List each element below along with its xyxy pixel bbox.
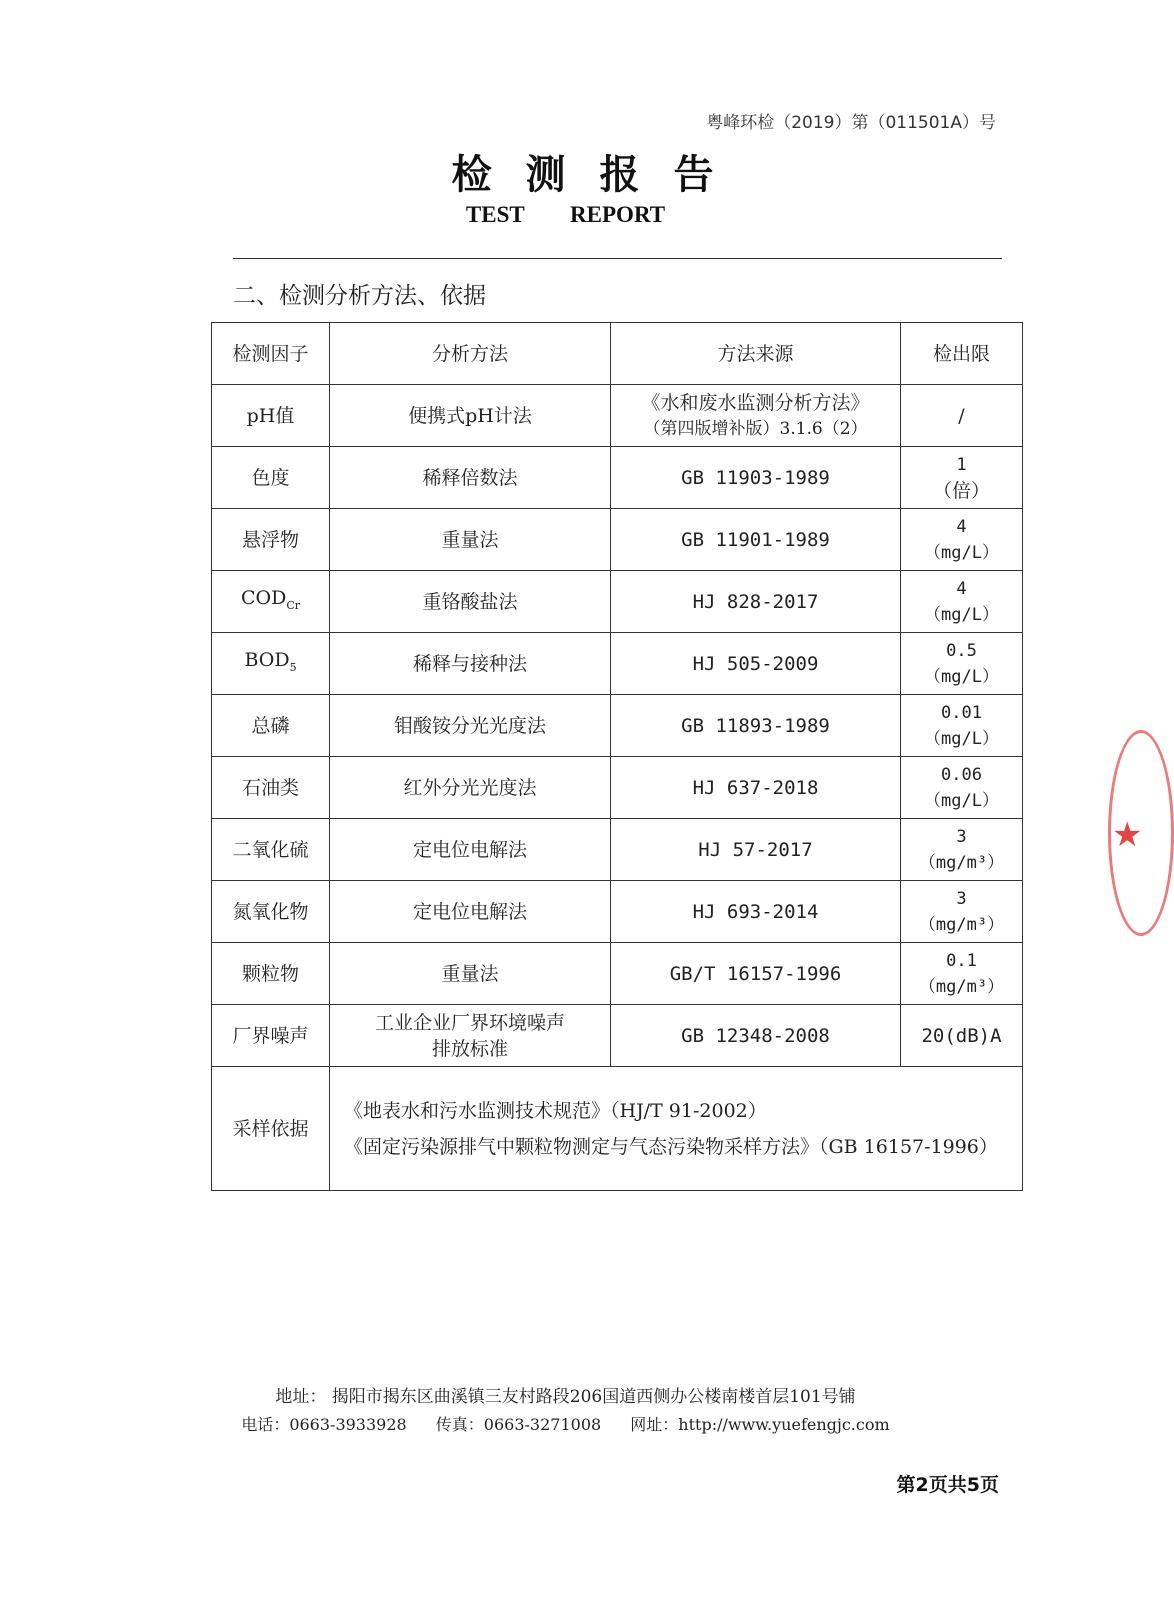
factor-cell: 石油类 (212, 757, 330, 819)
report-number: 粤峰环检（2019）第（011501A）号 (706, 113, 996, 133)
limit-value: 0.5 (946, 640, 977, 661)
limit-value: 1 (956, 454, 967, 475)
limit-unit: （mg/L） (924, 542, 999, 563)
column-header: 检测因子 (212, 323, 330, 385)
limit-value: 3 (956, 888, 967, 909)
source-cell: HJ 828-2017 (611, 571, 901, 633)
source-cell: GB 11901-1989 (611, 509, 901, 571)
method-line: 排放标准 (431, 1037, 508, 1060)
table-row (212, 695, 1023, 757)
limit-unit: （mg/L） (924, 728, 999, 749)
report-title-en: TEST REPORT (465, 202, 666, 227)
table-row (212, 447, 1023, 509)
source-cell: GB/T 16157-1996 (611, 943, 901, 1005)
column-header: 方法来源 (611, 323, 901, 385)
table-row (212, 509, 1023, 571)
sampling-basis-content (330, 1067, 1023, 1191)
source-cell: HJ 637-2018 (611, 757, 901, 819)
table-header-row (212, 323, 1023, 385)
source-line: 《水和废水监测分析方法》 (641, 391, 870, 414)
factor-cell: pH值 (212, 385, 330, 447)
limit-value: 0.06 (941, 764, 982, 785)
limit-unit: （mg/m³） (918, 852, 1005, 873)
limit-value: 4 (956, 578, 967, 599)
method-cell: 定电位电解法 (330, 819, 611, 881)
limit-unit: （mg/m³） (918, 914, 1005, 935)
factor-cell: 悬浮物 (212, 509, 330, 571)
methods-table (211, 322, 1023, 1191)
limit-cell (901, 447, 1023, 509)
method-cell: 重量法 (330, 943, 611, 1005)
sampling-basis-row (212, 1067, 1023, 1191)
factor-cell: 厂界噪声 (212, 1005, 330, 1067)
seal-star-icon: ★ (1112, 815, 1143, 855)
table-row (212, 385, 1023, 447)
factor-cell: 颗粒物 (212, 943, 330, 1005)
header-divider (233, 258, 1002, 259)
limit-unit: （mg/L） (924, 790, 999, 811)
sampling-basis-line: 《地表水和污水监测技术规范》（HJ/T 91-2002） (344, 1099, 767, 1122)
limit-cell (901, 633, 1023, 695)
method-cell (330, 1005, 611, 1067)
limit-cell (901, 881, 1023, 943)
table-row (212, 633, 1023, 695)
factor-cell (212, 571, 330, 633)
factor-cell (212, 633, 330, 695)
method-cell: 红外分光光度法 (330, 757, 611, 819)
method-cell: 重铬酸盐法 (330, 571, 611, 633)
limit-cell (901, 695, 1023, 757)
sampling-basis-label: 采样依据 (212, 1067, 330, 1191)
source-cell: HJ 693-2014 (611, 881, 901, 943)
table-row (212, 943, 1023, 1005)
limit-value: 0.1 (946, 950, 977, 971)
method-cell: 稀释与接种法 (330, 633, 611, 695)
table-row (212, 571, 1023, 633)
source-cell: GB 11893-1989 (611, 695, 901, 757)
limit-unit: （mg/L） (924, 666, 999, 687)
limit-value: 4 (956, 516, 967, 537)
limit-unit: （倍） (932, 479, 990, 502)
table-row (212, 819, 1023, 881)
factor-cell: 二氧化硫 (212, 819, 330, 881)
source-cell: HJ 57-2017 (611, 819, 901, 881)
limit-value: 0.01 (941, 702, 982, 723)
table-row (212, 1005, 1023, 1067)
limit-unit: （mg/m³） (918, 976, 1005, 997)
limit-cell: / (901, 385, 1023, 447)
factor-name: BOD (244, 648, 290, 671)
footer-fax: 传真：0663-3271008 (435, 1415, 602, 1434)
limit-cell (901, 509, 1023, 571)
table-row (212, 881, 1023, 943)
limit-cell (901, 819, 1023, 881)
factor-name: COD (240, 586, 287, 609)
factor-cell: 色度 (212, 447, 330, 509)
source-line: （第四版增补版）3.1.6（2） (643, 418, 868, 439)
source-cell: GB 12348-2008 (611, 1005, 901, 1067)
section-heading: 二、检测分析方法、依据 (233, 283, 486, 309)
footer-address: 地址： 揭阳市揭东区曲溪镇三友村路段206国道西侧办公楼南楼首层101号铺 (275, 1387, 856, 1407)
limit-unit: （mg/L） (924, 604, 999, 625)
column-header: 检出限 (901, 323, 1023, 385)
method-line: 工业企业厂界环境噪声 (374, 1011, 565, 1034)
column-header: 分析方法 (330, 323, 611, 385)
method-cell: 稀释倍数法 (330, 447, 611, 509)
method-cell: 定电位电解法 (330, 881, 611, 943)
method-cell: 钼酸铵分光光度法 (330, 695, 611, 757)
source-cell: GB 11903-1989 (611, 447, 901, 509)
sampling-basis-line: 《固定污染源排气中颗粒物测定与气态污染物采样方法》（GB 16157-1996） (344, 1135, 998, 1158)
report-title-cn: 检测报告 (451, 152, 748, 198)
page-number: 第2页共5页 (896, 1474, 999, 1496)
factor-cell: 氮氧化物 (212, 881, 330, 943)
footer-phone: 电话：0663-3933928 (241, 1415, 407, 1434)
table-row (212, 757, 1023, 819)
factor-cell: 总磷 (212, 695, 330, 757)
footer-contact (0, 1412, 1131, 1435)
source-cell (611, 385, 901, 447)
limit-value: 3 (956, 826, 967, 847)
limit-cell (901, 571, 1023, 633)
factor-subscript: Cr (286, 598, 301, 612)
source-cell: HJ 505-2009 (611, 633, 901, 695)
footer-website: 网址：http://www.yuefengjc.com (630, 1415, 890, 1434)
limit-cell (901, 757, 1023, 819)
method-cell: 便携式pH计法 (330, 385, 611, 447)
method-cell: 重量法 (330, 509, 611, 571)
factor-subscript: 5 (289, 660, 297, 674)
limit-cell: 20(dB)A (901, 1005, 1023, 1067)
limit-cell (901, 943, 1023, 1005)
